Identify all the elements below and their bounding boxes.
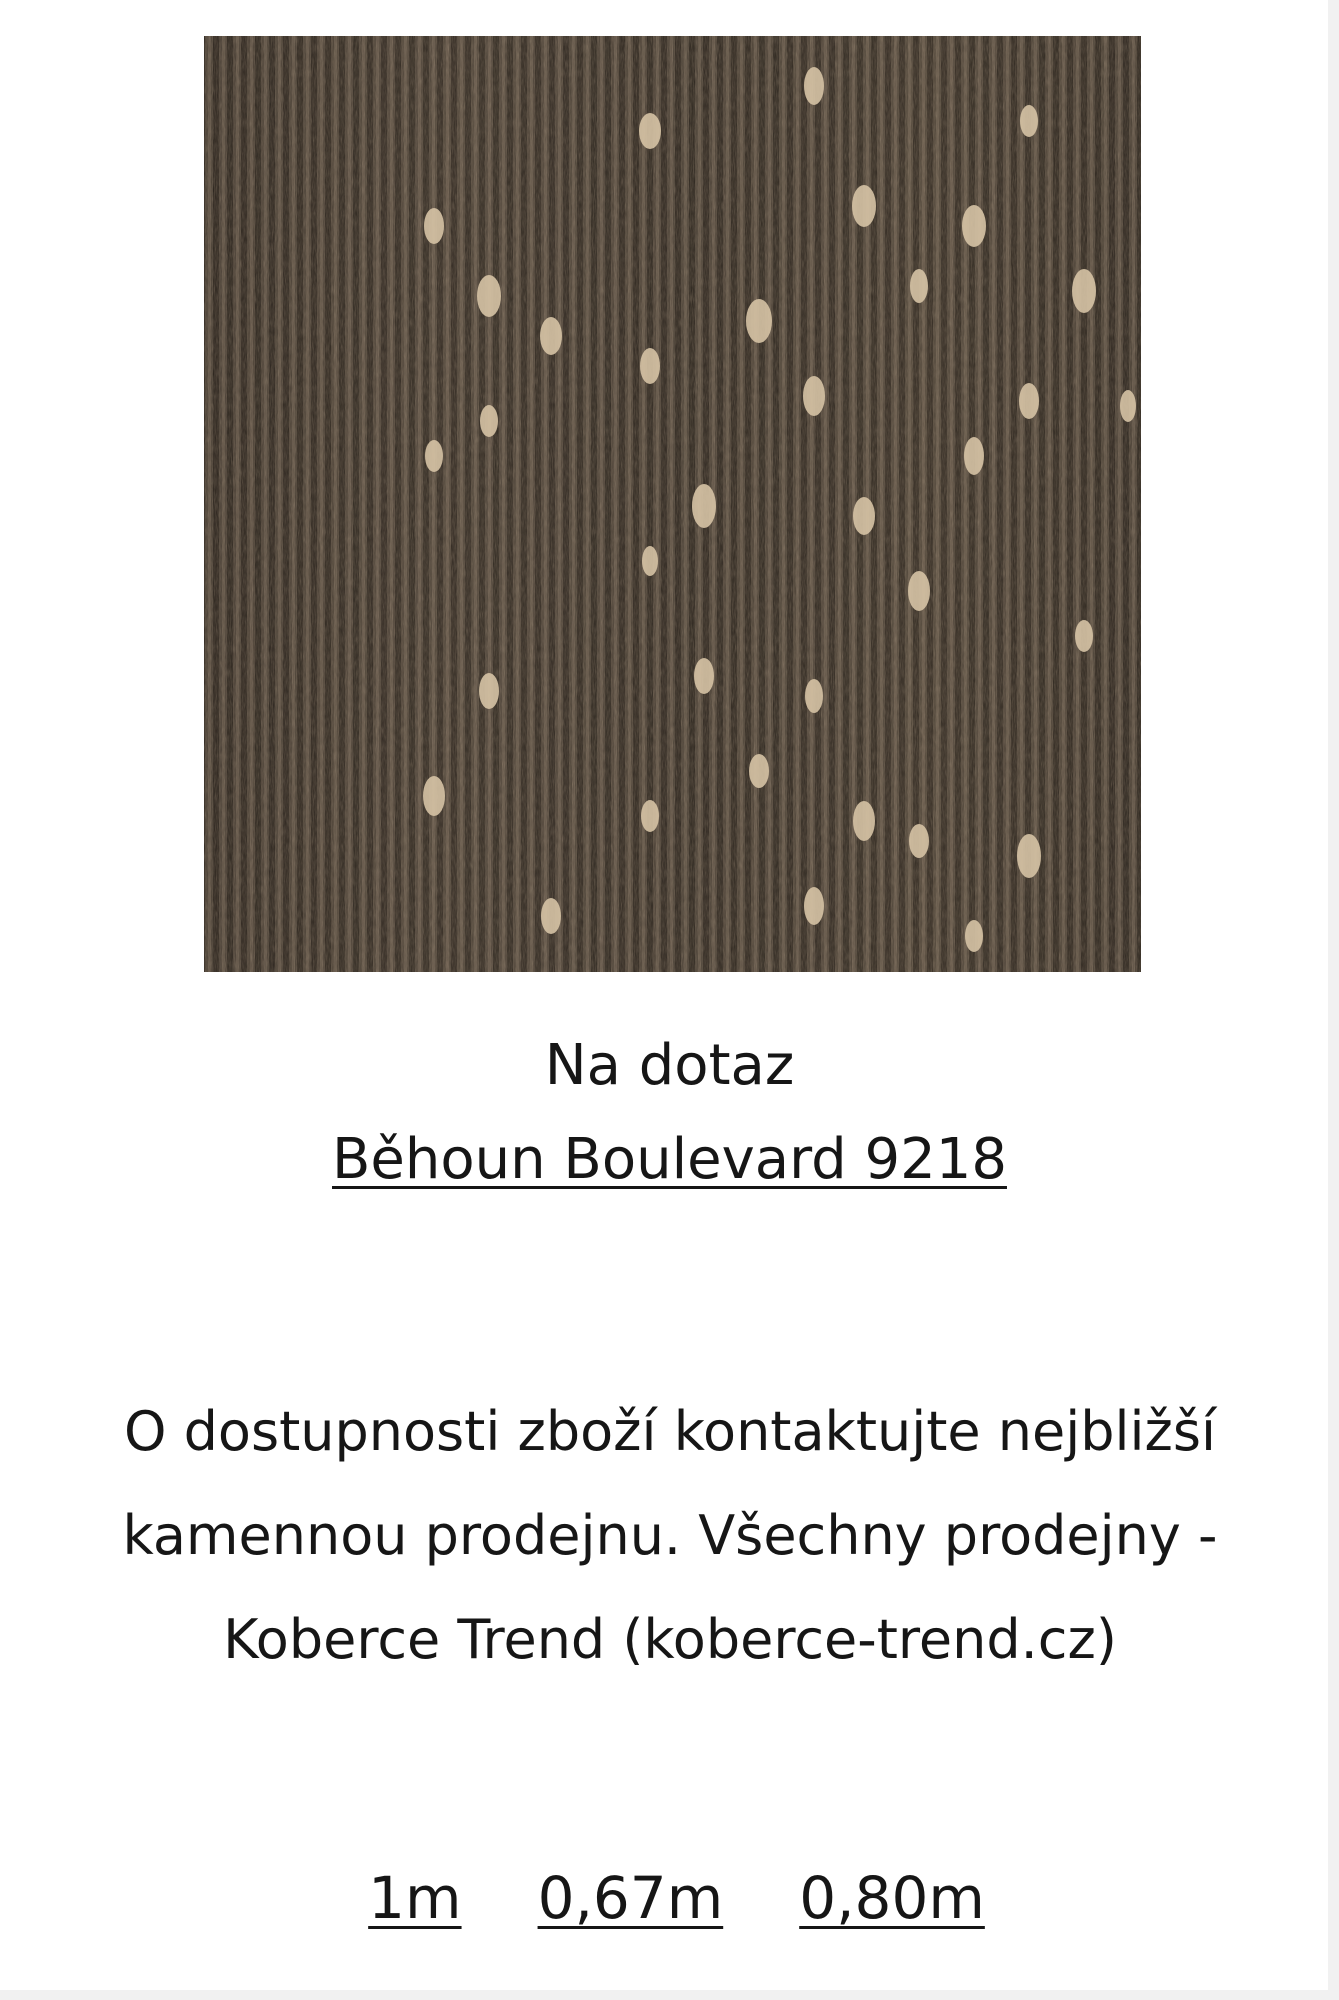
product-title-row	[0, 1124, 1339, 1196]
size-option-1m[interactable]: 1m	[368, 1864, 462, 1932]
product-image[interactable]	[204, 36, 1141, 972]
price-label: Na dotaz	[544, 1033, 795, 1098]
size-option-0-67m[interactable]: 0,67m	[537, 1864, 724, 1932]
size-option-0-80m[interactable]: 0,80m	[799, 1864, 985, 1932]
size-options	[0, 1860, 1339, 1936]
product-title-link[interactable]: Běhoun Boulevard 9218	[332, 1127, 1007, 1192]
availability-message: O dostupnosti zboží kontaktujte nejbližší kamennou prodejnu. Všechny prodejny - Koberce Trend (koberce-trend.cz)	[122, 1400, 1218, 1671]
